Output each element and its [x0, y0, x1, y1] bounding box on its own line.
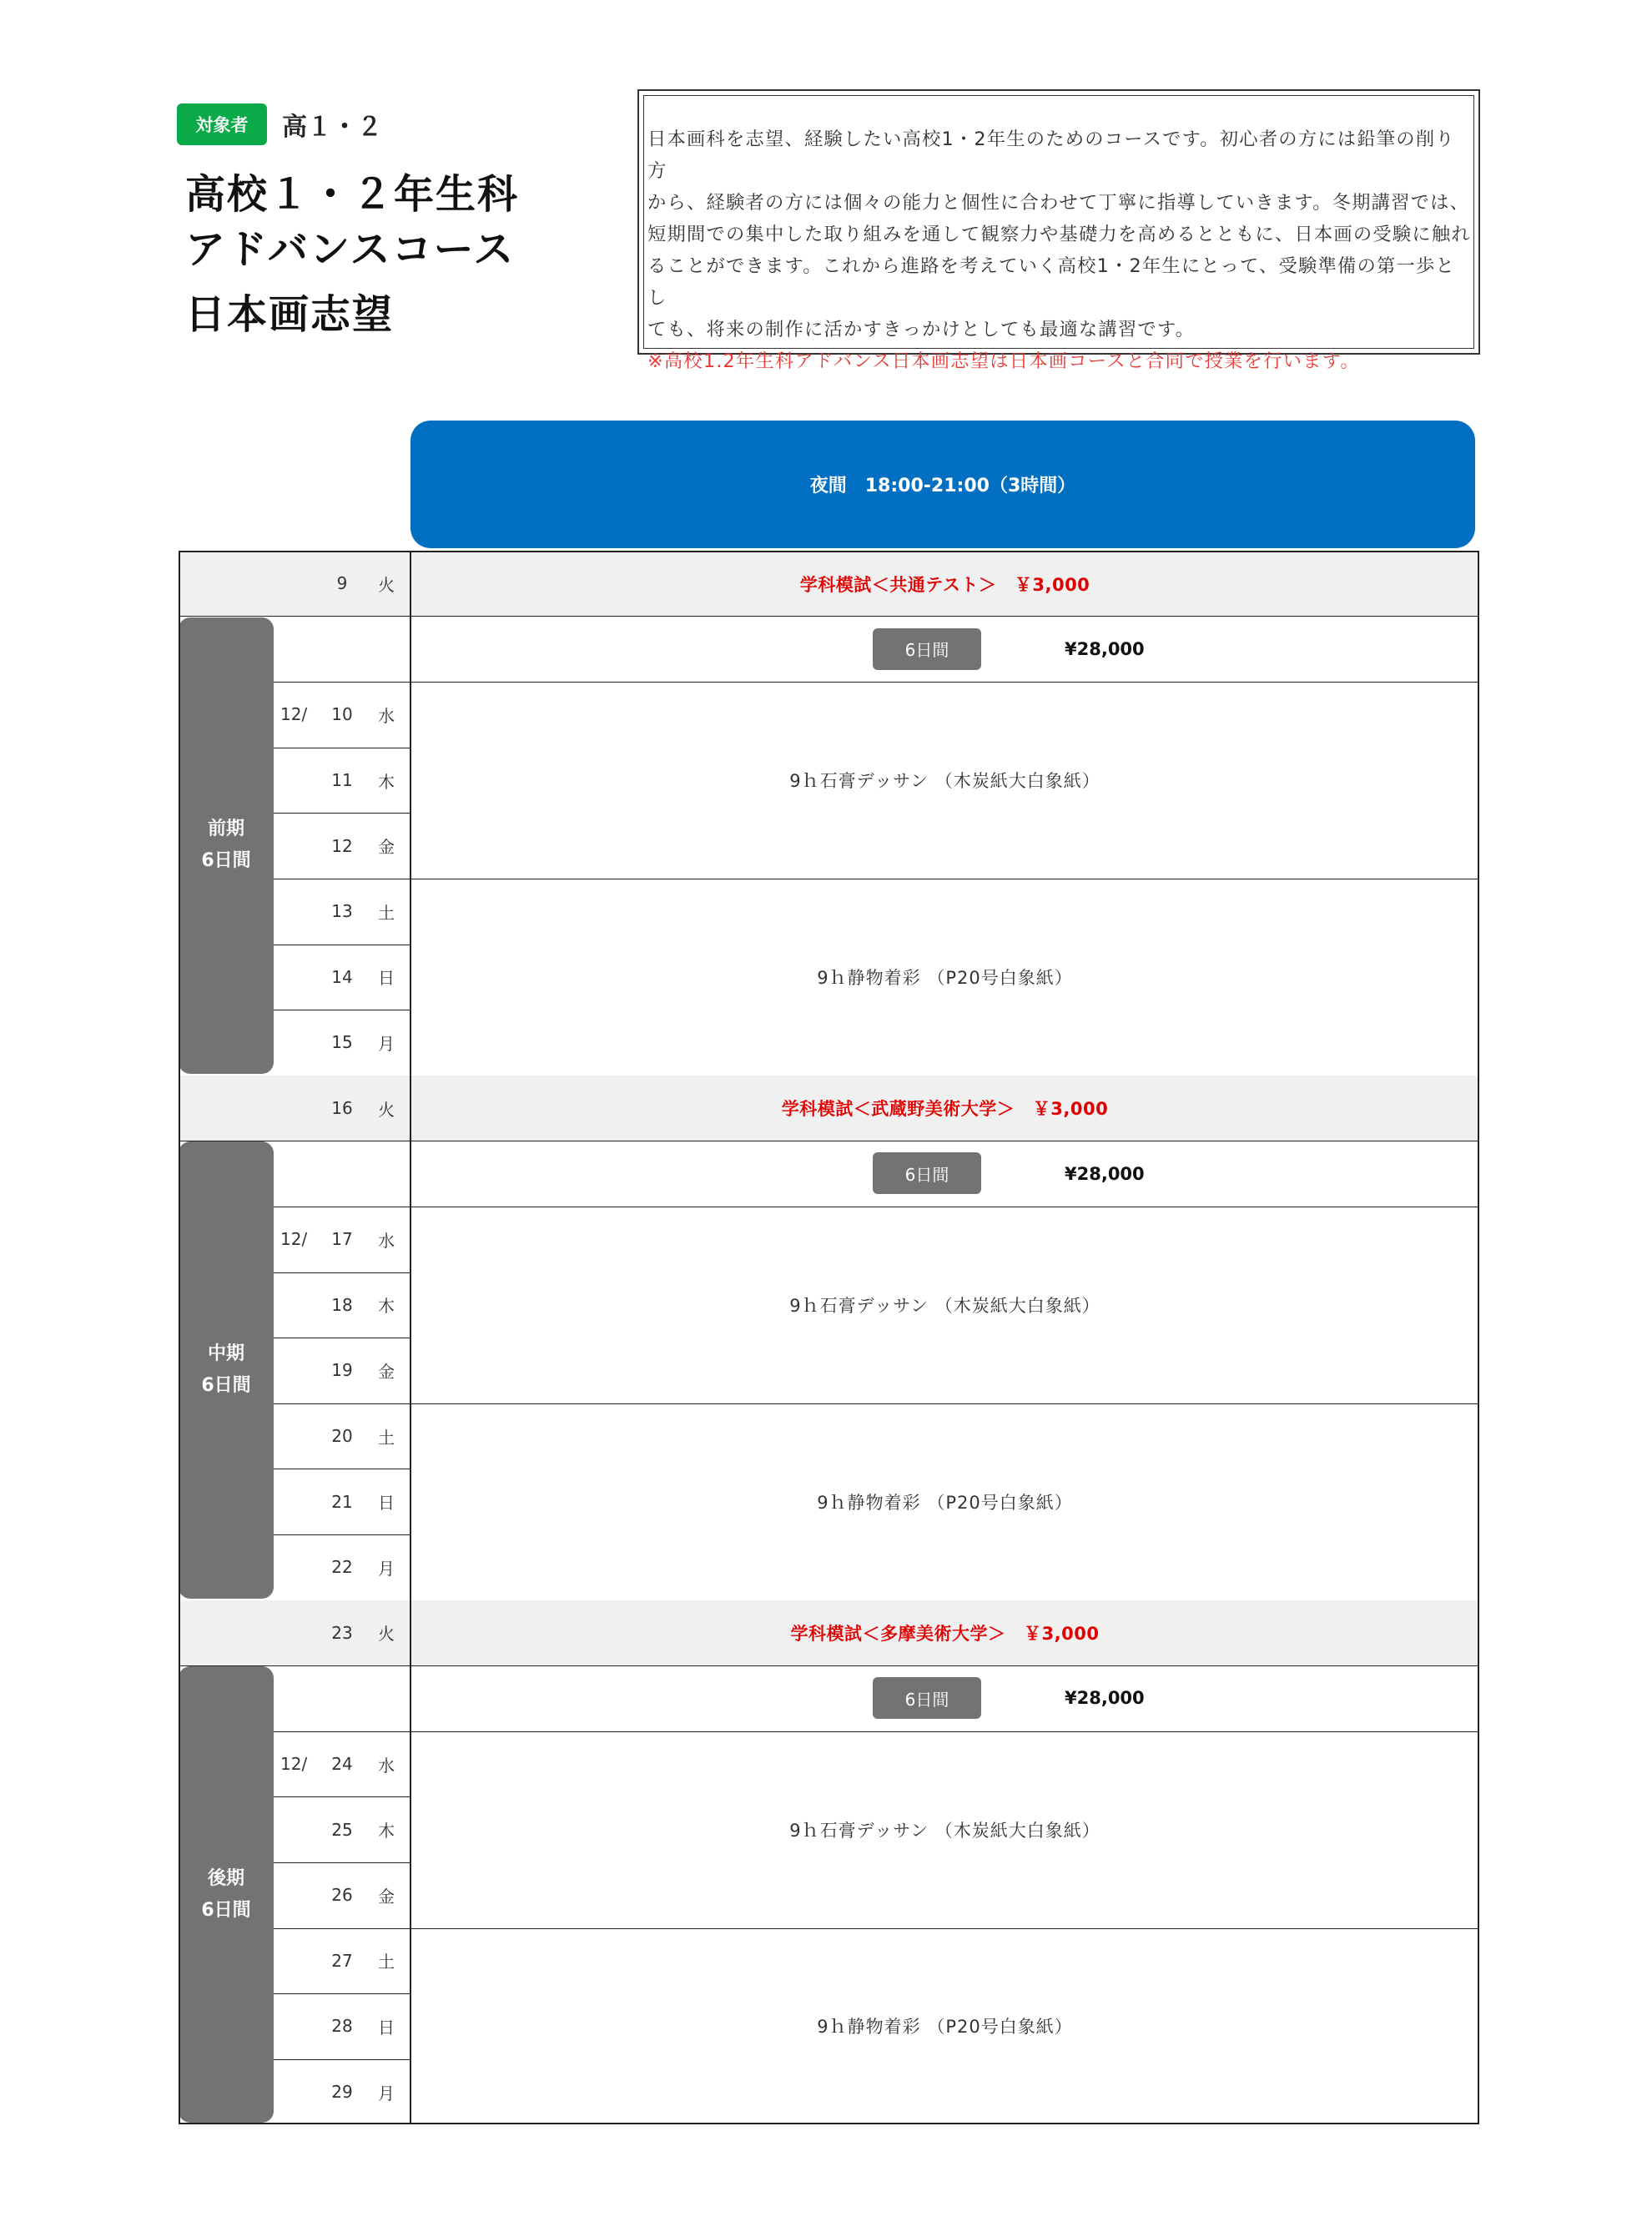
- course-description: [647, 123, 1473, 377]
- date-day: 29: [331, 2082, 353, 2103]
- month-prefix: 12/: [280, 1229, 308, 1250]
- date-day: 15: [331, 1032, 353, 1053]
- duration-pill: 6日間: [873, 1152, 981, 1194]
- course-title-line-1: 高校１・２年生科: [185, 171, 520, 218]
- target-badge: 対象者: [177, 103, 267, 145]
- description-line: 短期間での集中した取り組みを通して観察力や基礎力を高めるとともに、日本画の受験に触れ: [647, 224, 1471, 245]
- course-title-line-2: アドバンスコース: [185, 226, 516, 273]
- exam-label: 学科模試＜共通テスト＞ ￥3,000: [799, 574, 1090, 595]
- exam-label: 学科模試＜武蔵野美術大学＞ ￥3,000: [781, 1099, 1109, 1120]
- day-of-week: 木: [378, 771, 395, 792]
- day-of-week: 金: [378, 837, 395, 858]
- content-block: 9ｈ石膏デッサン （木炭紙大白象紙）: [789, 1820, 1100, 1841]
- description-line: ることができます。これから進路を考えていく高校1・2年生にとって、受験準備の第一歩とし: [647, 255, 1455, 309]
- day-of-week: 土: [378, 902, 395, 923]
- period-length: 6日間: [201, 850, 251, 872]
- description-note: ※高校1.2年生科アドバンス日本画志望は日本画コースと合同で授業を行います。: [647, 350, 1360, 372]
- period-length: 6日間: [201, 1899, 251, 1921]
- exam-label: 学科模試＜多摩美術大学＞ ￥3,000: [790, 1624, 1100, 1645]
- date-day: 14: [331, 966, 353, 987]
- duration-pill: 6日間: [873, 1677, 981, 1719]
- period-price: ¥28,000: [1065, 1163, 1145, 1184]
- day-of-week: 火: [378, 574, 395, 595]
- date-day: 19: [331, 1360, 353, 1381]
- target-grade: 高１・２: [282, 113, 382, 142]
- day-of-week: 日: [378, 968, 395, 989]
- day-of-week: 日: [378, 1493, 395, 1514]
- date-day: 18: [331, 1294, 353, 1315]
- period-name: 前期: [207, 819, 244, 840]
- date-day: 11: [331, 770, 353, 791]
- date-day: 24: [331, 1754, 353, 1775]
- period-length: 6日間: [201, 1374, 251, 1396]
- period-name: 中期: [207, 1343, 244, 1364]
- month-prefix: 12/: [280, 1754, 308, 1775]
- content-block: 9ｈ静物着彩 （P20号白象紙）: [817, 1492, 1073, 1513]
- day-of-week: 木: [378, 1821, 395, 1842]
- day-of-week: 水: [378, 1755, 395, 1776]
- session-header: 夜間 18:00-21:00（3時間）: [410, 421, 1475, 548]
- date-day: 10: [331, 704, 353, 725]
- date-day: 13: [331, 901, 353, 922]
- column-divider: [410, 551, 411, 2124]
- day-of-week: 土: [378, 1427, 395, 1448]
- date-day: 20: [331, 1426, 353, 1447]
- month-prefix: 12/: [280, 704, 308, 725]
- day-of-week: 土: [378, 1952, 395, 1973]
- day-of-week: 木: [378, 1296, 395, 1317]
- date-day: 9: [336, 573, 348, 594]
- date-day: 12: [331, 835, 353, 856]
- date-day: 17: [331, 1229, 353, 1250]
- day-of-week: 月: [378, 2083, 395, 2104]
- day-of-week: 水: [378, 1230, 395, 1251]
- period-price: ¥28,000: [1065, 638, 1145, 659]
- date-day: 23: [331, 1622, 353, 1643]
- period-price: ¥28,000: [1065, 1688, 1145, 1709]
- day-of-week: 月: [378, 1558, 395, 1579]
- course-title-line-3: 日本画志望: [185, 291, 395, 338]
- date-day: 26: [331, 1885, 353, 1906]
- day-of-week: 月: [378, 1033, 395, 1054]
- date-day: 16: [331, 1098, 353, 1119]
- day-of-week: 火: [378, 1099, 395, 1120]
- day-of-week: 水: [378, 705, 395, 726]
- day-of-week: 火: [378, 1624, 395, 1645]
- duration-pill: 6日間: [873, 628, 981, 670]
- description-line: から、経験者の方には個々の能力と個性に合わせて丁寧に指導していきます。冬期講習では、: [647, 192, 1470, 214]
- date-day: 25: [331, 1819, 353, 1840]
- day-of-week: 金: [378, 1361, 395, 1382]
- day-of-week: 日: [378, 2017, 395, 2038]
- description-line: 日本画科を志望、経験したい高校1・2年生のためのコースです。初心者の方には鉛筆の削り方: [647, 128, 1455, 182]
- content-block: 9ｈ静物着彩 （P20号白象紙）: [817, 2017, 1073, 2038]
- content-block: 9ｈ石膏デッサン （木炭紙大白象紙）: [789, 1295, 1100, 1316]
- description-line: ても、将来の制作に活かすきっかけとしても最適な講習です。: [647, 319, 1196, 340]
- date-day: 22: [331, 1557, 353, 1578]
- date-day: 27: [331, 1950, 353, 1971]
- day-of-week: 金: [378, 1886, 395, 1907]
- content-block: 9ｈ石膏デッサン （木炭紙大白象紙）: [789, 771, 1100, 792]
- date-day: 21: [331, 1491, 353, 1512]
- date-day: 28: [331, 2016, 353, 2037]
- table-border: [179, 551, 1479, 2124]
- content-block: 9ｈ静物着彩 （P20号白象紙）: [817, 967, 1073, 988]
- period-name: 後期: [207, 1867, 244, 1889]
